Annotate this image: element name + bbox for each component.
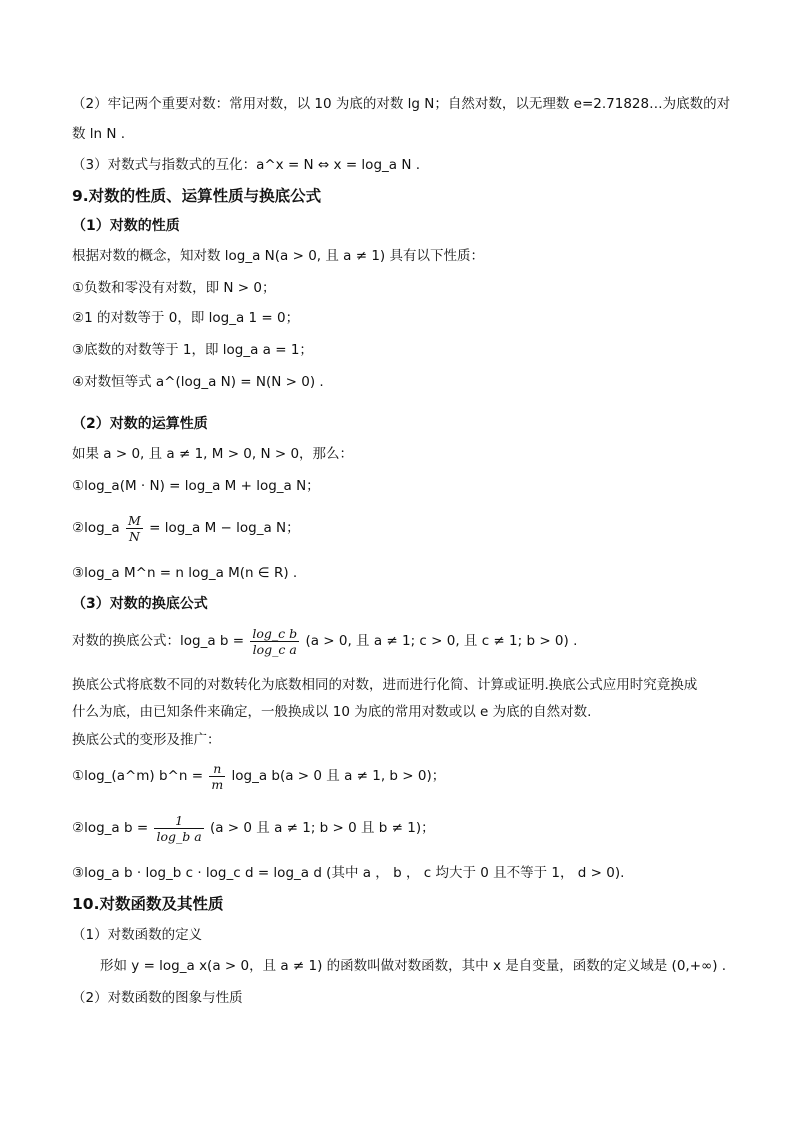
fraction-numerator: M: [128, 512, 141, 528]
list-item: ③底数的对数等于 1，即 log_a a = 1；: [72, 342, 313, 358]
list-item: ①log_a(M · N) = log_a M + log_a N；: [72, 478, 320, 494]
text-line: [72, 620, 577, 662]
text-line: 数 ln N .: [72, 126, 126, 142]
list-item: ③log_a M^n = n log_a M(n ∈ R) .: [72, 565, 298, 581]
subsection-heading: （2）对数的运算性质: [72, 416, 208, 432]
subsection-heading: （1）对数的性质: [72, 218, 180, 234]
fraction: [250, 626, 299, 657]
formula-suffix: = log_a M − log_a N；: [149, 520, 300, 536]
text-line: （2）牢记两个重要对数：常用对数，以 10 为底的对数 lg N；自然对数，以无理数 e=2.71828…为底数的对: [72, 96, 731, 112]
fraction-denominator: log_b a: [156, 828, 202, 844]
fraction-denominator: log_c a: [252, 641, 297, 657]
fraction: [154, 813, 203, 844]
formula-prefix: ②log_a: [72, 520, 120, 536]
subsection-heading: （3）对数的换底公式: [72, 596, 208, 612]
subsection-heading: （2）对数函数的图象与性质: [72, 990, 243, 1006]
list-item: ②1 的对数等于 0，即 log_a 1 = 0；: [72, 310, 300, 326]
formula-prefix: 对数的换底公式：log_a b =: [72, 633, 245, 649]
fraction-numerator: log_c b: [252, 625, 298, 641]
section-heading: 9.对数的性质、运算性质与换底公式: [72, 187, 322, 205]
text-line: （3）对数式与指数式的互化：a^x = N ⇔ x = log_a N .: [72, 157, 421, 173]
fraction-numerator: 1: [154, 813, 203, 829]
text-line: 根据对数的概念，知对数 log_a N(a > 0, 且 a ≠ 1) 具有以下性质：: [72, 248, 484, 264]
fraction-numerator: n: [209, 761, 225, 777]
list-item: [72, 508, 300, 548]
text-line: 换底公式的变形及推广：: [72, 732, 221, 748]
fraction-denominator: m: [211, 776, 224, 792]
formula-suffix: (a > 0 且 a ≠ 1; b > 0 且 b ≠ 1)；: [209, 820, 435, 836]
text-line: 如果 a > 0, 且 a ≠ 1, M > 0, N > 0，那么：: [72, 446, 354, 462]
text-line: 形如 y = log_a x(a > 0，且 a ≠ 1) 的函数叫做对数函数，其中 x 是自变量，函数的定义域是 (0,+∞) .: [100, 958, 727, 974]
text-line: 换底公式将底数不同的对数转化为底数相同的对数，进而进行化简、计算或证明.换底公式应用时究竟换成: [72, 677, 698, 693]
formula-prefix: ①log_(a^m) b^n =: [72, 768, 204, 784]
text-line: 什么为底，由已知条件来确定，一般换成以 10 为底的常用对数或以 e 为底的自然对数.: [72, 704, 592, 720]
section-heading: 10.对数函数及其性质: [72, 895, 224, 913]
list-item: ④对数恒等式 a^(log_a N) = N(N > 0) .: [72, 374, 324, 390]
fraction-denominator: N: [128, 528, 140, 544]
formula-prefix: ②log_a b =: [72, 820, 149, 836]
fraction: [209, 761, 225, 792]
fraction: [126, 513, 143, 544]
list-item: [72, 808, 435, 848]
list-item: [72, 756, 445, 796]
subsection-heading: （1）对数函数的定义: [72, 927, 203, 943]
formula-suffix: log_a b(a > 0 且 a ≠ 1, b > 0)；: [231, 768, 446, 784]
list-item: ①负数和零没有对数，即 N > 0；: [72, 280, 276, 296]
formula-suffix: (a > 0, 且 a ≠ 1; c > 0, 且 c ≠ 1; b > 0) .: [305, 633, 578, 649]
list-item: ③log_a b · log_b c · log_c d = log_a d (其中 a ， b ， c 均大于 0 且不等于 1， d > 0).: [72, 865, 625, 881]
